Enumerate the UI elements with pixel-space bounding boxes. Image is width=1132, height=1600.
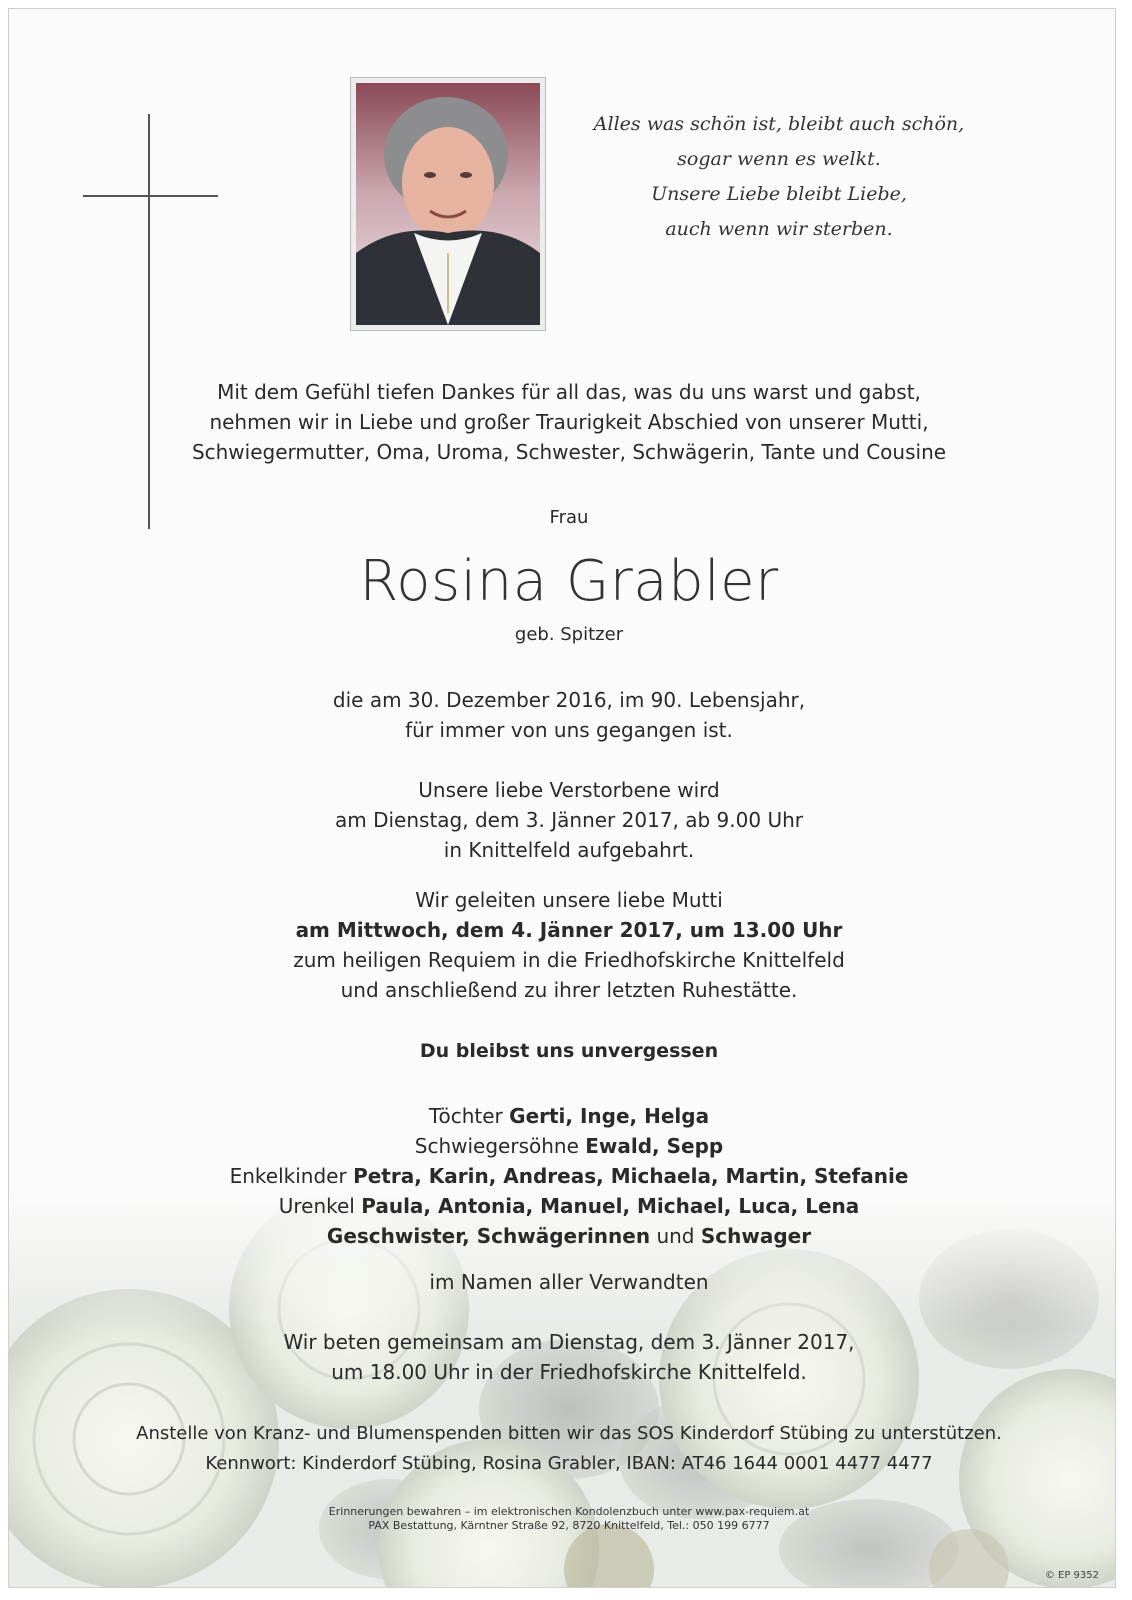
intro-line: nehmen wir in Liebe und großer Traurigkeit Abschied von unserer Mutti, <box>209 410 929 434</box>
family-row-greatgrandchildren <box>69 1191 1069 1221</box>
viewing-line: am Dienstag, dem 3. Jänner 2017, ab 9.00 Uhr <box>335 808 803 832</box>
family-row-sonsinlaw <box>69 1131 1069 1161</box>
family-names: Ewald, Sepp <box>585 1134 724 1158</box>
family-row-siblings <box>69 1221 1069 1251</box>
obituary-page <box>8 8 1116 1588</box>
intro-line: Schwiegermutter, Oma, Uroma, Schwester, Schwägerin, Tante und Cousine <box>191 440 947 464</box>
funeral-line: Wir geleiten unsere liebe Mutti <box>415 888 723 912</box>
death-line: die am 30. Dezember 2016, im 90. Lebensjahr, <box>332 688 806 712</box>
cross-horizontal-line <box>83 195 218 197</box>
family-label: Schwiegersöhne <box>414 1134 579 1158</box>
donation-notice <box>69 1419 1069 1479</box>
intro-text <box>69 377 1069 467</box>
family-names: Paula, Antonia, Manuel, Michael, Luca, Lena <box>361 1194 860 1218</box>
viewing-line: Unsere liebe Verstorbene wird <box>418 778 720 802</box>
footer-line: Erinnerungen bewahren – im elektronischen Kondolenzbuch unter www.pax-requiem.at <box>328 1505 810 1518</box>
prayer-line: um 18.00 Uhr in der Friedhofskirche Knittelfeld. <box>331 1360 807 1384</box>
funeral-date: am Mittwoch, dem 4. Jänner 2017, um 13.00 Uhr <box>295 918 843 942</box>
donation-line: Kennwort: Kinderdorf Stübing, Rosina Grabler, IBAN: AT46 1644 0001 4477 4477 <box>205 1453 933 1474</box>
death-notice <box>69 685 1069 745</box>
poem-line: Unsere Liebe bleibt Liebe, <box>651 183 907 205</box>
viewing-notice <box>69 775 1069 865</box>
funeral-notice <box>69 885 1069 1005</box>
deceased-name: Rosina Grabler <box>359 549 779 614</box>
poem-line: auch wenn wir sterben. <box>665 218 893 240</box>
poem-line: sogar wenn es welkt. <box>677 148 881 170</box>
family-and: und <box>656 1224 695 1248</box>
relatives-line: im Namen aller Verwandten <box>429 1270 709 1294</box>
viewing-line: in Knittelfeld aufgebahrt. <box>443 838 695 862</box>
funeral-line: zum heiligen Requiem in die Friedhofskirche Knittelfeld <box>293 948 845 972</box>
deceased-title: Frau <box>549 507 589 528</box>
footer <box>69 1505 1069 1533</box>
donation-line: Anstelle von Kranz- und Blumenspenden bitten wir das SOS Kinderdorf Stübing zu unterstützen. <box>136 1423 1002 1444</box>
portrait-image <box>356 83 540 325</box>
poem-line: Alles was schön ist, bleibt auch schön, <box>593 113 965 135</box>
family-label: Töchter <box>428 1104 503 1128</box>
family-names: Schwager <box>700 1224 812 1248</box>
footer-line: PAX Bestattung, Kärntner Straße 92, 8720 Knittelfeld, Tel.: 050 199 6777 <box>368 1519 770 1532</box>
birth-name: geb. Spitzer <box>514 624 624 645</box>
portrait-photo <box>350 77 546 331</box>
funeral-line: und anschließend zu ihrer letzten Ruhestätte. <box>340 978 798 1002</box>
prayer-line: Wir beten gemeinsam am Dienstag, dem 3. Jänner 2017, <box>283 1330 855 1354</box>
family-label: Urenkel <box>278 1194 355 1218</box>
family-row-daughters <box>69 1101 1069 1131</box>
death-line: für immer von uns gegangen ist. <box>405 718 733 742</box>
footer-code: © EP 9352 <box>1044 1570 1099 1581</box>
family-list <box>69 1101 1069 1251</box>
family-names: Geschwister, Schwägerinnen <box>326 1224 651 1248</box>
family-label: Enkelkinder <box>229 1164 347 1188</box>
poem <box>569 107 989 247</box>
unvergessen-heading: Du bleibst uns unvergessen <box>419 1040 719 1062</box>
family-names: Gerti, Inge, Helga <box>509 1104 710 1128</box>
family-row-grandchildren <box>69 1161 1069 1191</box>
intro-line: Mit dem Gefühl tiefen Dankes für all das, was du uns warst und gabst, <box>217 380 921 404</box>
prayer-notice <box>69 1327 1069 1387</box>
family-names: Petra, Karin, Andreas, Michaela, Martin, Stefanie <box>353 1164 909 1188</box>
